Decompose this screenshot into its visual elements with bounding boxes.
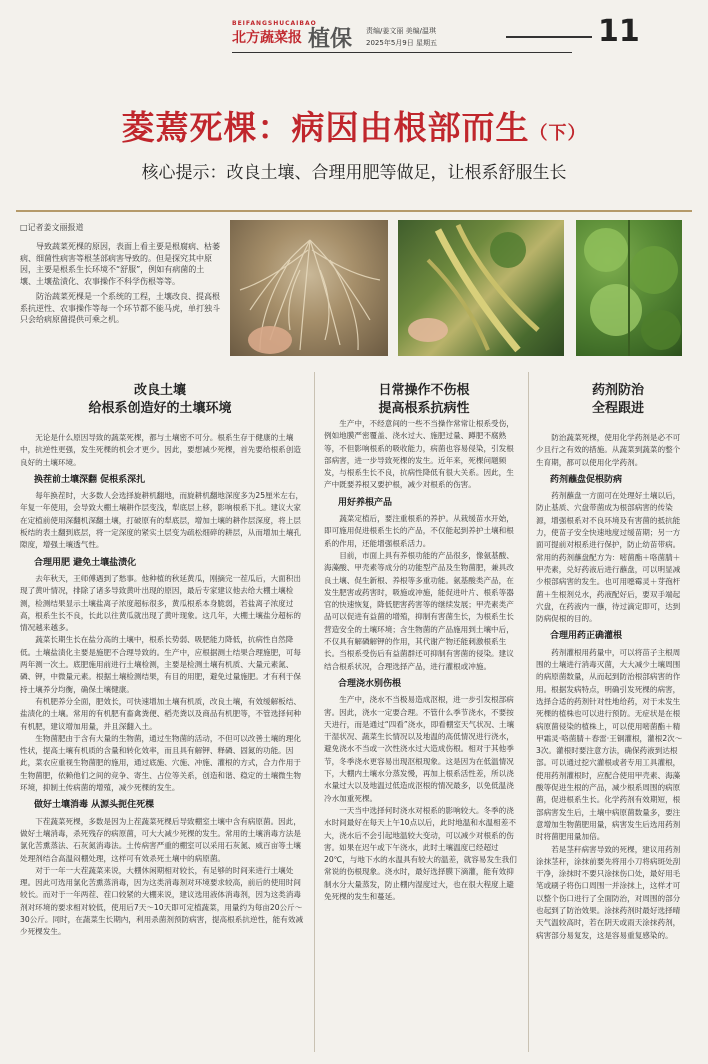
headline-subtitle: 核心提示：改良土壤、合理用肥等做足，让根系舒服生长 [141, 163, 567, 183]
leaves-illustration [576, 220, 682, 356]
subheading: 合理浇水别伤根 [338, 678, 402, 689]
column-2 [324, 418, 520, 903]
paragraph: 防治蔬菜死棵，使用化学药剂是必不可少且行之有效的措施。从蔬菜到蔬菜的整个生育期，都可以使用化学药剂。 [536, 433, 681, 467]
reporter-byline: □记者姜文丽报道 [20, 223, 84, 232]
subheading: 换茬前土壤深翻 促根系深扎 [34, 474, 146, 485]
issue-date: 2025年5月9日 星期五 [366, 39, 437, 47]
headline-title: 菱蔫死棵：病因由根部而生 [121, 108, 530, 147]
paragraph: 生产中，不经意间的一些不当操作常常让根系受伤，例如地膜严密覆盖、浇水过大、施肥过量、蹲肥不腐熟等，不但影响根系的吸收能力，病菌也容易侵染，引发根部病害，进一步导致死棵的发生。近年来，死棵问题频发，与根系生长不良，抗病性降低有很大关系。因此，生产中既要养根又要护根，减少对根系的伤害。 [324, 419, 514, 490]
paragraph: 无论是什么原因导致的蔬菜死棵，都与土壤密不可分。根系生存于健康的土壤中，抗逆性更强，发生死棵的机会才更少。因此，要想减少死棵，首先要给根系创造良好的土壤环境。 [20, 433, 301, 467]
headline-divider [16, 210, 692, 212]
masthead-rule-right [506, 36, 592, 38]
headline [0, 102, 708, 149]
paragraph: 去年秋天，王师傅遇到了愁事。他种植的秋延黄瓜，刚摘完一茬瓜后，大面积出现了黄叶情况，排除了诸多导致黄叶出现的原因，最后专家建议他去给大棚土壤检测，检测结果显示土壤盐离子浓度超标很多，黄瓜根系本身脆弱，若盐离子浓度过高，根系生长不良，长此以往黄瓜就出现了黄叶现象。这几年，大棚土壤盐分超标的情况越来越多。 [20, 573, 301, 633]
paragraph: 药剂蘸盘一方面可在处理好土壤以后，防止基质、穴盘带菌成为根部病害的传染源，增强根系对不良环境及有害菌的抵抗能力，使苗子安全快速地度过缓苗期；另一方面可提前对根系进行保护，防止幼苗带病。常用的药剂蘸盘配方为：嘧菌酯＋咯菌腈＋甲壳素，兑好药液后进行蘸盘，可以明显减少根部病害的发生。也可用噁霉灵＋芽孢杆菌＋生根剂兑水，药液配好后，要双手端起穴盘，在药液内一蘸，待过滴定即可，达到防病促根的目的。 [536, 491, 681, 624]
paragraph: 有机肥养分全面，肥效长，可快速增加土壤有机质，改良土壤，有效缓解板结、盐渍化的土壤。常用的有机肥有畜禽粪便、稻壳粪以及商品有机肥等，不管选择何种有机肥，建议增加用量，并且深翻入土。 [20, 696, 301, 731]
paragraph: 生物菌肥由于含有大量的生物菌，通过生物菌的活动，不但可以改善土壤的理化性状，提高土壤有机质的含量和转化效率，而且具有解钾、释磷、固氮的功能。因此，菜农应重视生物菌肥的施用，通过底施、穴施、冲施、灌根的方式，合力作用于生物菌肥，依赖他们之间的竞争、寄生、占位等关系，创造和谐、稳定的土壤微生物环境，抑制土传病菌的增殖，减少死棵的发生。 [20, 733, 301, 793]
paragraph: 每年换茬时，大多数人会选择旋耕机翻地，而旋耕机翻地深度多为25厘米左右，年复一年使用，会导致大棚土壤耕作层变浅，犁底层上移，影响根系下扎。建议大家在定植前使用深翻机深翻土壤，打破原有的犁底层，增加土壤的耕作层深度，将上层板结的表土翻到底层，将一定深度的紧实土层变为疏松细碎的耕层，从而增加土壤孔隙度，增强土壤透气性。 [20, 491, 304, 550]
page-number: 11 [598, 14, 640, 49]
column-3 [536, 432, 686, 942]
col1-heading: 改良土壤 给根系创造好的土壤环境 [88, 383, 232, 416]
subheading: 用好养根产品 [338, 497, 393, 508]
paragraph: 蔬菜定植后，要注重根系的养护。从栽缓苗水开始，即可施用促进根系生长的产品，不仅能起到养护土壤和根系的作用，还能增强根系活力。 [324, 514, 514, 548]
paragraph: 对于一年一大茬蔬菜来说，大棚休闲期相对较长，有足够的时间来进行土壤处理。因此可选用氯化苦熏蒸消毒，因为这类消毒剂对环境要求较高，前后的使用时间较长。而对于一年两茬、茬口较紧的大棚来说，建议选用液体消毒剂，因为这类消毒剂对环境的要求相对较低，使用后7天～10天即可定植蔬菜，用量约为每亩20公斤～30公斤。同时，在蔬菜生长期内，利用杀菌剂预防病害，提高根系抗逆性，能有效减少死棵发生。 [20, 865, 304, 937]
stem-illustration [398, 220, 564, 356]
paragraph: 目前，市面上具有养根功能的产品很多，像氨基酸、海藻酸、甲壳素等成分的功能型产品及生物菌肥，兼具改良土壤、促生新根、养根等多重功能。氨基酸类产品，在发生肥害或药害时，吸施或冲施，能促进叶片、根系等器官的快速恢复，降低肥害药害等的继续发展；甲壳素类产品可以促进有益菌的增殖，抑制有害菌生长，为根系生长营造安全的土壤环境；含生物菌的产品施用到土壤中后，不仅具有解磷解钾的作用，其代谢产物还能刺激根系生长。当根系受伤后有益菌群还可抑制有害菌的侵染。建议结合根系状况，合理选择产品，进行灌根或冲施。 [324, 550, 514, 671]
subheading: 合理用肥 避免土壤盐渍化 [34, 557, 137, 568]
roots-photo [230, 220, 388, 356]
editors-credit: 责编/姜文丽 美编/温琪 [366, 27, 436, 35]
cucumber-leaves-photo [576, 220, 682, 356]
intro-paragraph: 防治蔬菜死棵是一个系统的工程，土壤改良、提高根系抗逆性、农事操作等每一个环节都不能马虎，单打独斗只会给病原菌提供可乘之机。 [20, 292, 220, 324]
col2-heading: 日常操作不伤根 提高根系抗病性 [378, 383, 470, 416]
masthead-pinyin: BEIFANGSHUCAIBAO [232, 20, 317, 27]
paragraph: 生产中，浇水不当极易造成沤根，进一步引发根部病害。因此，浇水一定要合理。不管什么季节浇水，不要按天进行，而是通过“四看”浇水，即看棚室天气状况、土壤干湿状况、蔬菜生长情况以及地温的高低情况进行浇水，避免浇水不当或一次性浇水过大造成伤根。相对于其他季节，冬季浇水更容易出现沤根现象。这是因为在低温情况下，大棚内土壤水分蒸发慢，再加上根系活性差，所以浇水量过大以及地温过低造成沤根的情况最多，以免低温浇冷水加重死棵。 [324, 695, 515, 803]
column-divider [528, 372, 529, 1052]
subheading: 药剂蘸盘促根防病 [550, 474, 623, 485]
col3-heading: 药剂防治 全程跟进 [591, 383, 644, 416]
column-1 [20, 432, 304, 939]
diseased-stem-photo [398, 220, 564, 356]
paper-name: 北方蔬菜报 [232, 30, 302, 46]
roots-illustration [230, 220, 388, 356]
paragraph: 一天当中选择何时浇水对根系的影响较大。冬季的浇水时间最好在每天上午10点以后，此时地温和水温相差不大，浇水后不会引起地温较大变动，可以减少对根系的伤害。如果在迟午或下午浇水，此时土壤温度已经超过20℃，与地下水的水温具有较大的温差，就容易发生我们常说的伤根现象。浇水时，最好选择膜下滴灌，能有效抑制水分大量蒸发，防止棚内湿度过大，也在很大程度上避免死棵的发生和蔓延。 [324, 805, 517, 901]
column-divider [314, 372, 315, 1052]
masthead [226, 14, 696, 68]
paragraph: 下茬蔬菜死棵，多数是因为上茬蔬菜死棵后导致棚室土壤中含有病原菌。因此，做好土壤消毒，杀死残存的病原菌，可大大减少死棵的发生。常用的土壤消毒方法是氯化苦熏蒸法、石灰氮消毒法。土传病害严重的棚室可以采用石灰氮、威百亩等土壤处理剂结合高温闷棚处理，这样可有效杀死土壤中的病原菌。 [20, 816, 301, 863]
intro-box [20, 222, 220, 366]
paragraph: 若是茎秆病害导致的死棵，建议用药剂涂抹茎秆，涂抹前要先将用小刀将病斑处刮干净，涂抹时不要只涂抹伤口处，最好用毛笔或刷子将伤口周围一并涂抹上，这样才可以整个伤口进行了全面防治，对周围的部分也起到了防治效果。涂抹药剂时最好选择晴天气温较高时，若在阴天或雨天涂抹药剂，病害部分易复发，这是容易重复感染的。 [536, 844, 681, 940]
intro-paragraph: 导致蔬菜死棵的原因，表面上看主要是根腐病、枯萎病、细菌性病害等根茎部病害导致的。但是探究其中原因，主要是根系生长环境不“舒服”，例如有病菌的土壤、土壤盐渍化、农事操作不科学伤根等等。 [20, 242, 220, 286]
section-name: 植保 [308, 26, 353, 52]
headline-suffix: （下） [529, 123, 587, 144]
subheading: 做好土壤消毒 从源头扼住死棵 [34, 800, 155, 811]
paragraph: 药剂灌根用药量中，可以将苗子主根周围的土壤进行消毒灭菌，大大减少土壤周围的病原菌数量，从而起到防治根部病害的作用。根据发病特点，明确引发死棵的病害，选择合适的药剂针对性地给药，对于未发生死棵的植株也可以进行预防。无症状是在根病原菌侵染的植株上，可以使用嘧菌酯＋精甲霜灵·咯菌腈＋春雷·王铜灌根，灌根2次～3次。灌根时要注意方法，确保药液到达根部。可以通过挖穴灌根或者专用工具灌根，使用药剂灌根时，应配合使用甲壳素、海藻酸等促进生根的产品，减少根系周围的病原菌，促进根系生长。化学药剂有效期短，根部病害发生后，土壤中病原菌数量多，要注意增加生物菌肥用量，病害发生后选用药剂时将菌肥用量加倍。 [536, 647, 683, 842]
subheading: 合理用药正确灌根 [550, 631, 623, 642]
paragraph: 蔬菜长期生长在盐分高的土壤中，根系长势弱、吸肥能力降低，抗病性自然降低。土壤盐渍化主要是施肥不合理导致的。生产中，应根据测土结果合理施肥，可每两年测一次土。底肥施用前进行土壤检测，主要是检测土壤有机质、大量元素氮、磷、钾，中微量元素。根据土壤检测结果，有目的用肥，避免过量施肥。才有利于保持土壤养分均衡，确保土壤健康。 [20, 635, 301, 694]
masthead-rule [232, 52, 572, 53]
